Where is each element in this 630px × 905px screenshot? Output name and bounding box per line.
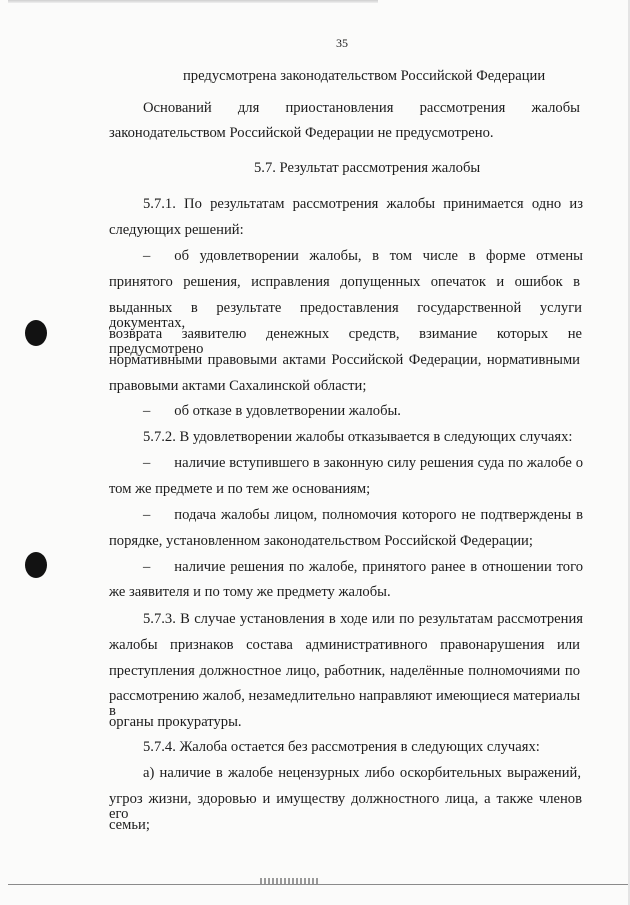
- text-line: следующих решений:: [109, 222, 244, 238]
- word: жалобы: [109, 637, 158, 653]
- list-dash: –: [143, 248, 151, 264]
- page-number: 35: [336, 36, 348, 50]
- line-text: подача жалобы лицом, полномочия которого не подтверждены в: [174, 507, 583, 523]
- word: признаков: [170, 637, 234, 653]
- list-dash: –: [143, 455, 151, 471]
- punch-hole-upper: [25, 320, 47, 346]
- text-line: же заявителя и по тому же предмету жалобы.: [109, 584, 391, 600]
- word: для: [237, 100, 260, 116]
- footer-rule: [8, 884, 628, 885]
- text-line: [143, 560, 583, 575]
- text-line: [109, 638, 580, 653]
- text-line: а) наличие в жалобе нецензурных либо оскорбительных выражений,: [143, 765, 581, 781]
- text-line: нормативными правовыми актами Российской Федерации, нормативными: [109, 352, 580, 368]
- text-line: [143, 249, 583, 264]
- text-line: семьи;: [109, 817, 150, 833]
- line-text: наличие вступившего в законную силу решения суда по жалобе о: [174, 455, 583, 471]
- text-line: органы прокуратуры.: [109, 714, 242, 730]
- word: рассмотрения: [419, 100, 506, 116]
- text-line: порядке, установленном законодательством Российской Федерации;: [109, 533, 533, 549]
- line-text: наличие решения по жалобе, принятого ранее в отношении того: [174, 559, 583, 575]
- word: Оснований: [143, 100, 212, 116]
- scan-edge-top: [8, 0, 378, 3]
- line-text: об отказе в удовлетворении жалобы.: [174, 403, 401, 419]
- text-line: том же предмете и по тем же основаниям;: [109, 481, 371, 497]
- text-line: законодательством Российской Федерации не предусмотрено.: [109, 125, 494, 141]
- text-line: выданных в результате предоставления государственной услуги документах,: [109, 300, 582, 331]
- word: состава: [246, 637, 293, 653]
- word: жалобы: [531, 100, 580, 116]
- word: или: [557, 637, 580, 653]
- text-line: [143, 508, 583, 523]
- text-line: 5.7.2. В удовлетворении жалобы отказывается в следующих случаях:: [143, 429, 573, 445]
- line-text: об удовлетворении жалобы, в том числе в форме отмены: [174, 248, 583, 264]
- text-line: 5.7.4. Жалоба остается без рассмотрения в следующих случаях:: [143, 739, 540, 755]
- list-dash: –: [143, 507, 151, 523]
- text-line: преступления должностное лицо, работник, наделённые полномочиями по: [109, 663, 580, 679]
- text-line: принятого решения, исправления допущенных опечаток и ошибок в: [109, 274, 580, 290]
- word: административного: [305, 637, 428, 653]
- text-line: [143, 456, 583, 471]
- text-line: [143, 101, 580, 116]
- list-dash: –: [143, 559, 151, 575]
- text-line: 5.7. Результат рассмотрения жалобы: [254, 160, 481, 176]
- text-line: 5.7.1. По результатам рассмотрения жалобы принимается одно из: [143, 196, 583, 212]
- text-line: угроз жизни, здоровью и имуществу должностного лица, а также членов его: [109, 791, 582, 822]
- word: правонарушения: [440, 637, 545, 653]
- punch-hole-lower: [25, 552, 47, 578]
- word: приостановления: [285, 100, 394, 116]
- footer-stamp: [260, 878, 320, 884]
- list-dash: –: [143, 403, 151, 419]
- text-line: [143, 404, 401, 419]
- text-line: рассмотрению жалоб, незамедлительно направляют имеющиеся материалы в: [109, 688, 581, 719]
- text-line: возврата заявителю денежных средств, взимание которых не предусмотрено: [109, 326, 582, 357]
- text-line: 5.7.3. В случае установления в ходе или по результатам рассмотрения: [143, 611, 583, 627]
- text-line: предусмотрена законодательством Российской Федерации: [183, 68, 546, 84]
- text-line: правовыми актами Сахалинской области;: [109, 378, 367, 394]
